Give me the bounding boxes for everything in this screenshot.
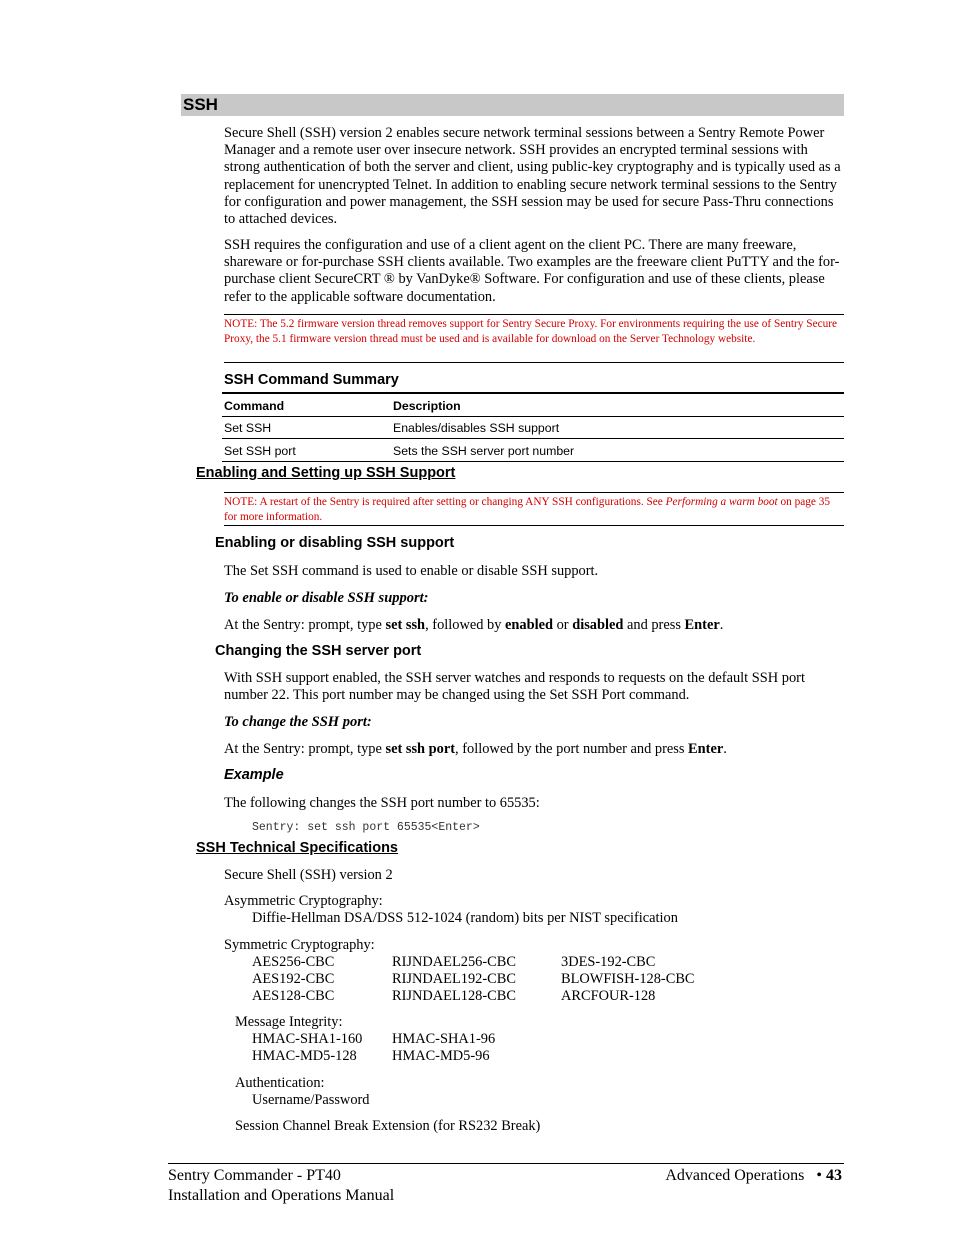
- step-text: , followed by the port number and press: [455, 741, 689, 757]
- list-item: AES192-CBC: [252, 971, 335, 987]
- example-heading: Example: [224, 767, 284, 783]
- enabling-heading: Enabling and Setting up SSH Support: [196, 465, 456, 481]
- change-port-text: With SSH support enabled, the SSH server watches and responds to requests on the default SSH port number 22. This port number may be changed using the Set SSH Port command.: [224, 670, 805, 704]
- list-item: HMAC-SHA1-96: [392, 1031, 496, 1047]
- enable-disable-text: The Set SSH command is used to enable or disable SSH support.: [224, 563, 599, 579]
- table-row: [222, 416, 844, 439]
- list-item: HMAC-SHA1-160: [252, 1031, 363, 1047]
- step-text: , followed by: [425, 617, 506, 633]
- list-item: AES256-CBC: [252, 954, 335, 970]
- footer-section: Advanced Operations: [665, 1167, 805, 1184]
- header-description: Description: [393, 399, 461, 413]
- step-key: Enter: [684, 617, 720, 633]
- list-item: AES128-CBC: [252, 988, 335, 1004]
- restart-note: [224, 492, 844, 526]
- sym-label: Symmetric Cryptography:: [224, 937, 375, 953]
- table-cell-description: Enables/disables SSH support: [393, 421, 560, 435]
- step-text: and press: [623, 617, 685, 633]
- footer-bullet: •: [816, 1167, 822, 1184]
- warm-boot-reference: Performing a warm boot: [665, 496, 778, 508]
- command-summary-heading: SSH Command Summary: [224, 372, 399, 388]
- table-cell-command: Set SSH port: [224, 444, 296, 458]
- ssh-version: Secure Shell (SSH) version 2: [224, 867, 393, 883]
- intro-paragraph-2: SSH requires the configuration and use of a client agent on the client PC. There are many freeware, shareware or for-purchase SSH clients available. Two examples are the freeware client PuTTY and the for-purchase client SecureCRT ® by VanDyke® Software. For configuration and use of these clients, please refer to the applicable software documentation.: [224, 237, 840, 305]
- list-item: BLOWFISH-128-CBC: [561, 971, 695, 987]
- step-keyword: disabled: [572, 617, 624, 633]
- table-cell-description: Sets the SSH server port number: [393, 444, 575, 458]
- break-extension: Session Channel Break Extension (for RS232 Break): [235, 1118, 541, 1134]
- footer-rule: [168, 1163, 844, 1164]
- step-text: At the Sentry: prompt, type: [224, 617, 386, 633]
- intro-paragraph-1: Secure Shell (SSH) version 2 enables secure network terminal sessions between a Sentry Remote Power Manager and a remote user over insecure network. SSH provides an encrypted terminal sessions with strong authentication of both the server and client, using public-key cryptography and is typically used as a replacement for unencrypted Telnet. In addition to enabling secure network terminal sessions to the Sentry for configuration and power management, the SSH session may be used for secure Pass-Thru connections to attached devices.: [224, 125, 841, 228]
- specs-heading: SSH Technical Specifications: [196, 840, 398, 856]
- mi-column-1: [252, 1031, 362, 1065]
- change-port-heading: Changing the SSH server port: [215, 643, 422, 659]
- restart-note-suffix: on page 35 for more information.: [224, 496, 831, 523]
- sym-column-3: [561, 954, 695, 1005]
- list-item: RIJNDAEL256-CBC: [392, 954, 516, 970]
- change-port-step: [224, 741, 844, 758]
- code-example: Sentry: set ssh port 65535<Enter>: [252, 821, 480, 834]
- enable-disable-procedure-title: To enable or disable SSH support:: [224, 590, 429, 606]
- footer-page-info: [665, 1166, 842, 1186]
- list-item: HMAC-MD5-96: [392, 1048, 490, 1064]
- list-item: ARCFOUR-128: [561, 988, 656, 1004]
- restart-note-prefix: NOTE: A restart of the Sentry is required after setting or changing ANY SSH configurations. See: [224, 496, 666, 508]
- authentication-value: Username/Password: [252, 1092, 370, 1108]
- header-command: Command: [224, 399, 285, 413]
- list-item: RIJNDAEL192-CBC: [392, 971, 516, 987]
- sym-column-1: [252, 954, 334, 1005]
- change-port-procedure-title: To change the SSH port:: [224, 714, 372, 730]
- asym-value: Diffie-Hellman DSA/DSS 512-1024 (random) bits per NIST specification: [252, 910, 678, 926]
- enable-disable-heading: Enabling or disabling SSH support: [215, 535, 455, 551]
- step-text: .: [723, 741, 727, 757]
- step-text: or: [553, 617, 573, 633]
- page-number: 43: [826, 1167, 842, 1184]
- enable-disable-step: [224, 617, 844, 634]
- authentication-label: Authentication:: [235, 1075, 325, 1091]
- step-text: .: [719, 617, 724, 633]
- footer-product: Sentry Commander - PT40: [168, 1167, 341, 1184]
- footer-manual: Installation and Operations Manual: [168, 1187, 395, 1204]
- sym-column-2: [392, 954, 516, 1005]
- table-cell-command: Set SSH: [224, 421, 272, 435]
- list-item: RIJNDAEL128-CBC: [392, 988, 516, 1004]
- step-text: At the Sentry: prompt, type: [224, 741, 386, 757]
- step-command: set ssh: [385, 617, 426, 633]
- firmware-note: NOTE: The 5.2 firmware version thread removes support for Sentry Secure Proxy. For environments requiring the use of Sentry Secure Proxy, the 5.1 firmware version thread must be used and is available for download on the Server Technology website.: [224, 314, 844, 363]
- asym-label: Asymmetric Cryptography:: [224, 893, 383, 909]
- table-row: [222, 439, 844, 462]
- step-key: Enter: [688, 741, 724, 757]
- example-text: The following changes the SSH port number to 65535:: [224, 795, 540, 811]
- section-title: SSH: [183, 95, 218, 114]
- command-summary-table: [222, 392, 844, 462]
- section-header-bar: [181, 94, 844, 116]
- step-keyword: enabled: [505, 617, 553, 633]
- message-integrity-label: Message Integrity:: [235, 1014, 343, 1030]
- list-item: HMAC-MD5-128: [252, 1048, 357, 1064]
- mi-column-2: [392, 1031, 495, 1065]
- step-command: set ssh port: [385, 741, 456, 757]
- table-header-row: [222, 392, 844, 417]
- list-item: 3DES-192-CBC: [561, 954, 656, 970]
